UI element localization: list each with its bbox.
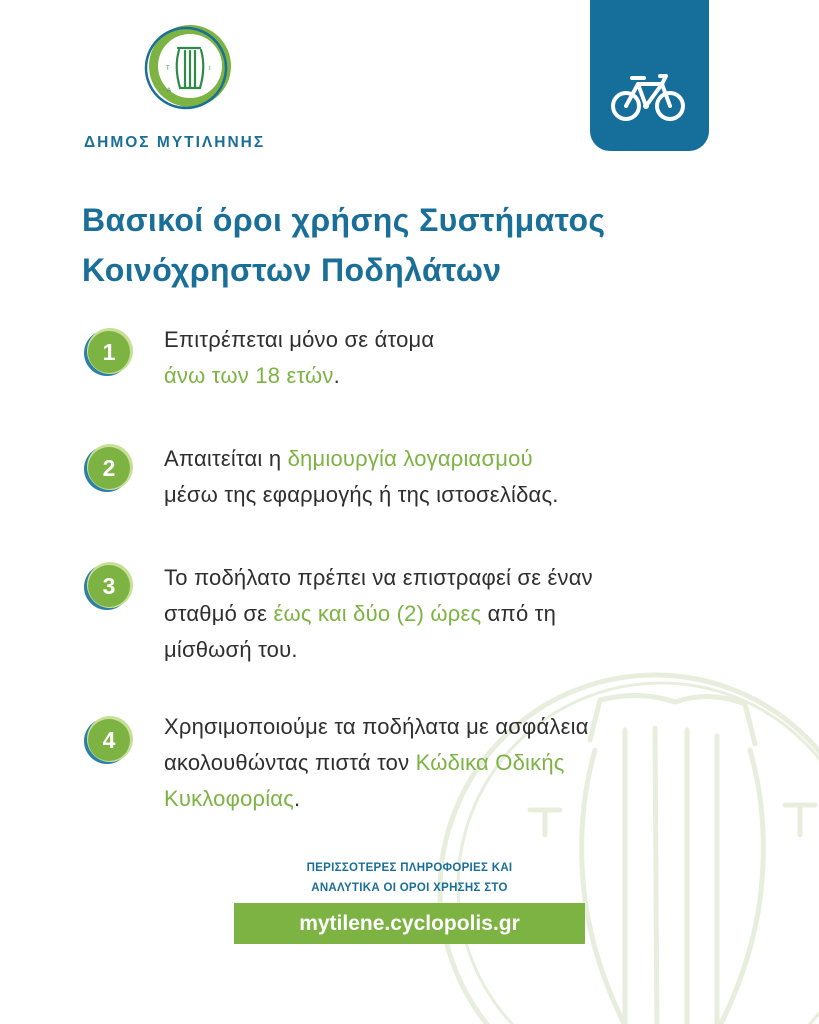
number-badge-label: 4: [88, 719, 130, 761]
rule-line: σταθμό σε έως και δύο (2) ώρες από τη: [164, 601, 557, 626]
rule-highlight: δημιουργία λογαριασμού: [287, 446, 533, 471]
info-line-1: ΠΕΡΙΣΣΟΤΕΡΕΣ ΠΛΗΡΟΦΟΡΙΕΣ ΚΑΙ: [306, 862, 513, 874]
svg-text:Ι: Ι: [209, 66, 211, 72]
rule-highlight: άνω των 18 ετών: [164, 363, 334, 388]
number-badge-label: 2: [88, 447, 130, 489]
title-line-1: Βασικοί όροι χρήσης Συστήματος: [82, 202, 606, 238]
rule-line: άνω των 18 ετών.: [164, 363, 340, 388]
rule-line: μίσθωσή του.: [164, 637, 298, 662]
number-badge-label: 3: [88, 565, 130, 607]
svg-text:Τ: Τ: [166, 66, 170, 72]
number-badge: [84, 716, 134, 766]
rule-text: [164, 709, 764, 817]
rule-line: Χρησιμοποιούμε τα ποδήλατα με ασφάλεια: [164, 714, 589, 739]
more-info-text: [234, 858, 585, 898]
number-badge: [84, 562, 134, 612]
page-title: [82, 195, 762, 295]
rule-line: Κυκλοφορίας.: [164, 786, 301, 811]
title-line-2: Κοινόχρηστων Ποδηλάτων: [82, 252, 502, 288]
lyre-logo-icon: [140, 22, 238, 110]
rule-text: [164, 441, 764, 513]
rule-highlight: έως και δύο (2) ώρες: [273, 601, 482, 626]
bicycle-icon: [610, 70, 686, 124]
website-url-banner[interactable]: mytilene.cyclopolis.gr: [234, 903, 585, 944]
municipality-name: ΔΗΜΟΣ ΜΥΤΙΛΗΝΗΣ: [84, 134, 266, 151]
watermark-seal-icon: [425, 640, 819, 1024]
rule-line: Επιτρέπεται μόνο σε άτομα: [164, 327, 435, 352]
number-badge: [84, 328, 134, 378]
rule-line: Απαιτείται η δημιουργία λογαριασμού: [164, 446, 533, 471]
rule-text: [164, 560, 764, 668]
rule-line: μέσω της εφαρμογής ή της ιστοσελίδας.: [164, 482, 559, 507]
number-badge: [84, 444, 134, 494]
svg-text:Α: Α: [167, 88, 172, 94]
number-badge-label: 1: [88, 331, 130, 373]
bike-tab: [590, 0, 709, 151]
municipality-logo: [140, 22, 238, 110]
rule-highlight: Κυκλοφορίας: [164, 786, 295, 811]
info-line-2: ΑΝΑΛΥΤΙΚΑ ΟΙ ΟΡΟΙ ΧΡΗΣΗΣ ΣΤΟ: [311, 882, 508, 894]
rule-highlight: Κώδικα Οδικής: [415, 750, 565, 775]
rule-line: Το ποδήλατο πρέπει να επιστραφεί σε έναν: [164, 565, 593, 590]
rule-line: ακολουθώντας πιστά τον Κώδικα Οδικής: [164, 750, 565, 775]
rule-text: [164, 322, 764, 394]
